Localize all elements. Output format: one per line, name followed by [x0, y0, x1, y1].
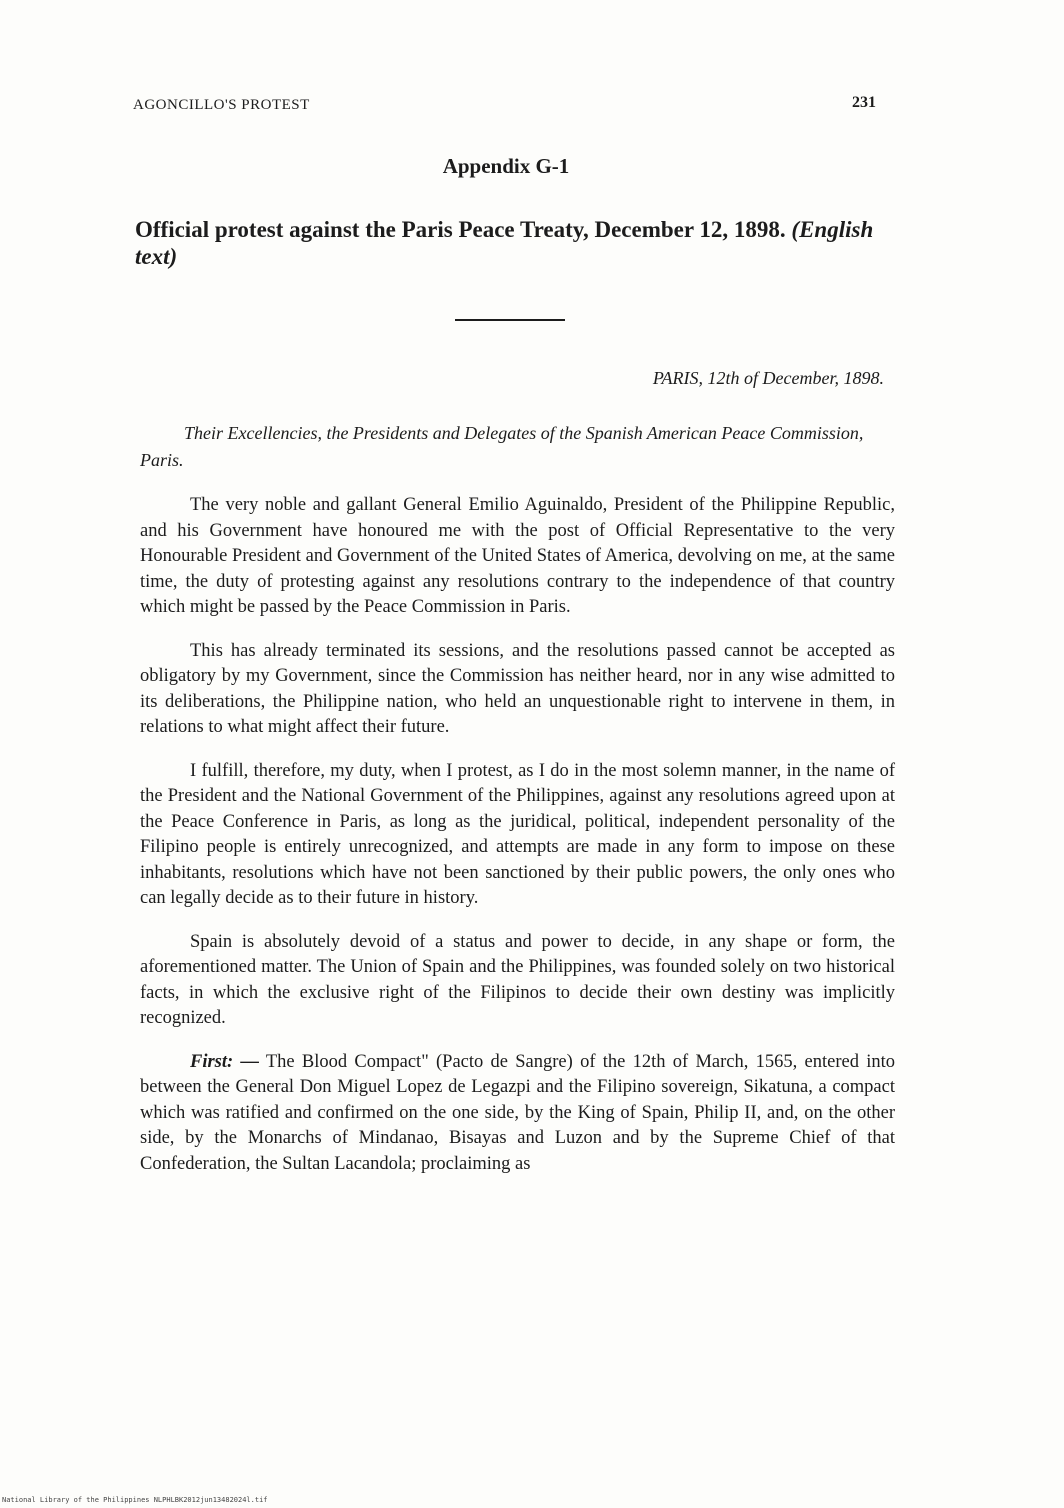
addressee: Their Excellencies, the Presidents and Delegates of the Spanish American Peace Commission, Paris.	[140, 423, 864, 470]
dateline: PARIS, 12th of December, 1898.	[652, 368, 884, 388]
title-divider	[455, 319, 565, 321]
paragraph: Spain is absolutely devoid of a status and power to decide, in any shape or form, the aforementioned matter. The Union of Spain and the Philippines, was founded solely on two historical facts, in which the exclusive right of the Filipinos to decide their own destiny was implicitly recognized.	[140, 931, 895, 1028]
paragraph: The very noble and gallant General Emilio Aguinaldo, President of the Philippine Republic, and his Government have honoured me with the post of Official Representative to the very Honourable President and Government of the United States of America, devolving on me, at the same time, the duty of protesting against any resolutions contrary to the independence of that country which might be passed by the Peace Commission in Paris.	[140, 495, 895, 617]
paragraph-first-point	[140, 1050, 895, 1178]
document-title-main: Official protest against the Paris Peace Treaty, December 12, 1898.	[135, 217, 786, 242]
scan-footer-stamp: National Library of the Philippines NLPHLBK2012jun13482024l.tif	[2, 1496, 268, 1504]
document-title	[135, 216, 905, 270]
letter-body	[140, 493, 895, 1195]
paragraph: I fulfill, therefore, my duty, when I protest, as I do in the most solemn manner, in the name of the President and the National Government of the Philippines, against any resolutions agreed upon at the Peace Conference in Paris, as long as the juridical, political, independent personality of the Filipino people is entirely unrecognized, and attempts are made in any form to impose on these inhabitants, resolutions which have not been sanctioned by their public powers, the only ones who can legally decide as to their future in history.	[140, 760, 895, 908]
first-point-text: The Blood Compact" (Pacto de Sangre) of the 12th of March, 1565, entered into between the General Don Miguel Lopez de Legazpi and the Filipino sovereign, Sikatuna, a compact which was ratified and confirmed on the one side, by the King of Spain, Philip II, and, on the other side, by the Monarchs of Mindanao, Bisayas and Luzon and by the Supreme Chief of that Confederation, the Sultan Lacandola; proclaiming as	[140, 1051, 895, 1174]
appendix-title: Appendix G-1	[442, 154, 570, 178]
first-point-lead: First: —	[190, 1051, 259, 1072]
document-title-subtitle: (English text)	[135, 217, 874, 269]
page-number: 231	[852, 94, 876, 111]
running-head: AGONCILLO'S PROTEST	[133, 97, 310, 113]
paragraph: This has already terminated its sessions, and the resolutions passed cannot be accepted as obligatory by my Government, since the Commission has neither heard, nor in any wise admitted to its deliberations, the Philippine nation, who held an unquestionable right to intervene in them, in relations to what might affect their future.	[140, 640, 895, 737]
